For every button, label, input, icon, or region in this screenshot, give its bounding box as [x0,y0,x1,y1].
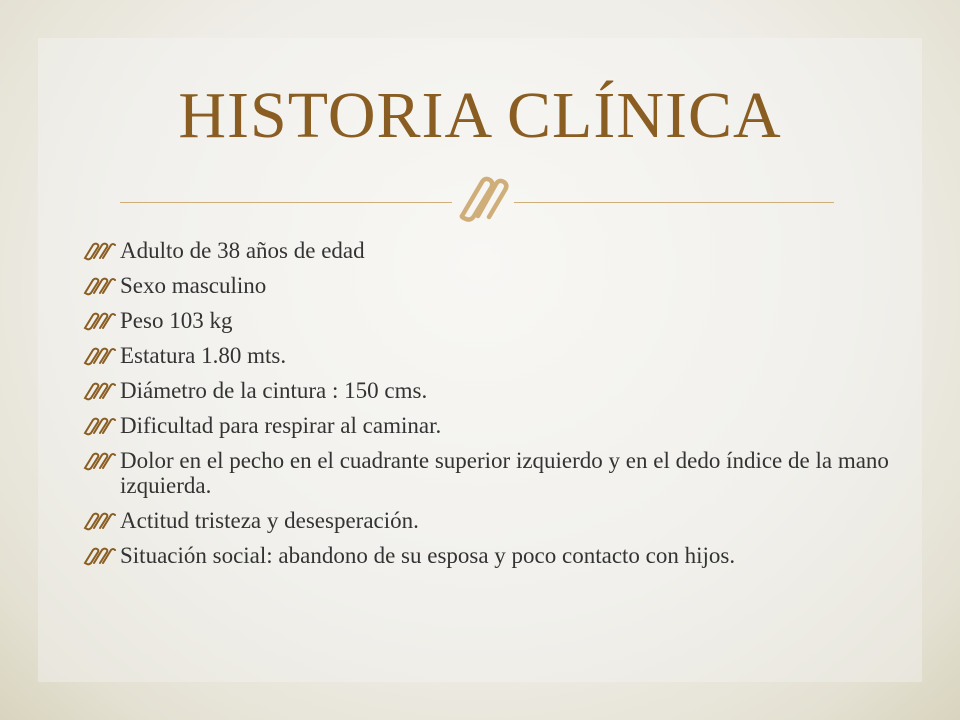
chain-link-bullet-icon [82,381,116,401]
chain-link-bullet-icon [82,241,116,261]
list-item [80,238,900,263]
list-item-text: Dificultad para respirar al caminar. [120,413,442,438]
chain-link-bullet-icon [82,546,116,566]
list-item-text: Adulto de 38 años de edad [120,238,365,263]
list-item [80,308,900,333]
list-item-text: Sexo masculino [120,273,267,298]
list-item [80,343,900,368]
list-item [80,508,900,533]
list-item-text: Peso 103 kg [120,308,233,333]
list-item-text: Dolor en el pecho en el cuadrante superior izquierdo y en el dedo índice de la mano izquierda. [120,448,889,498]
chain-link-bullet-icon [82,311,116,331]
chain-link-ornament-icon [452,172,514,224]
list-item-text: Situación social: abandono de su esposa y poco contacto con hijos. [120,543,736,568]
list-item [80,378,900,403]
list-item [80,273,900,298]
history-list [80,238,900,578]
title-divider-left [120,202,452,203]
list-item [80,448,900,498]
list-item-text: Diámetro de la cintura : 150 cms. [120,378,428,403]
chain-link-bullet-icon [82,416,116,436]
list-item [80,543,900,568]
chain-link-bullet-icon [82,511,116,531]
slide-title: HISTORIA CLÍNICA [178,79,782,152]
list-item-text: Estatura 1.80 mts. [120,343,287,368]
chain-link-bullet-icon [82,451,116,471]
chain-link-bullet-icon [82,346,116,366]
title-divider-right [514,202,834,203]
list-item [80,413,900,438]
chain-link-bullet-icon [82,276,116,296]
list-item-text: Actitud tristeza y desesperación. [120,508,419,533]
